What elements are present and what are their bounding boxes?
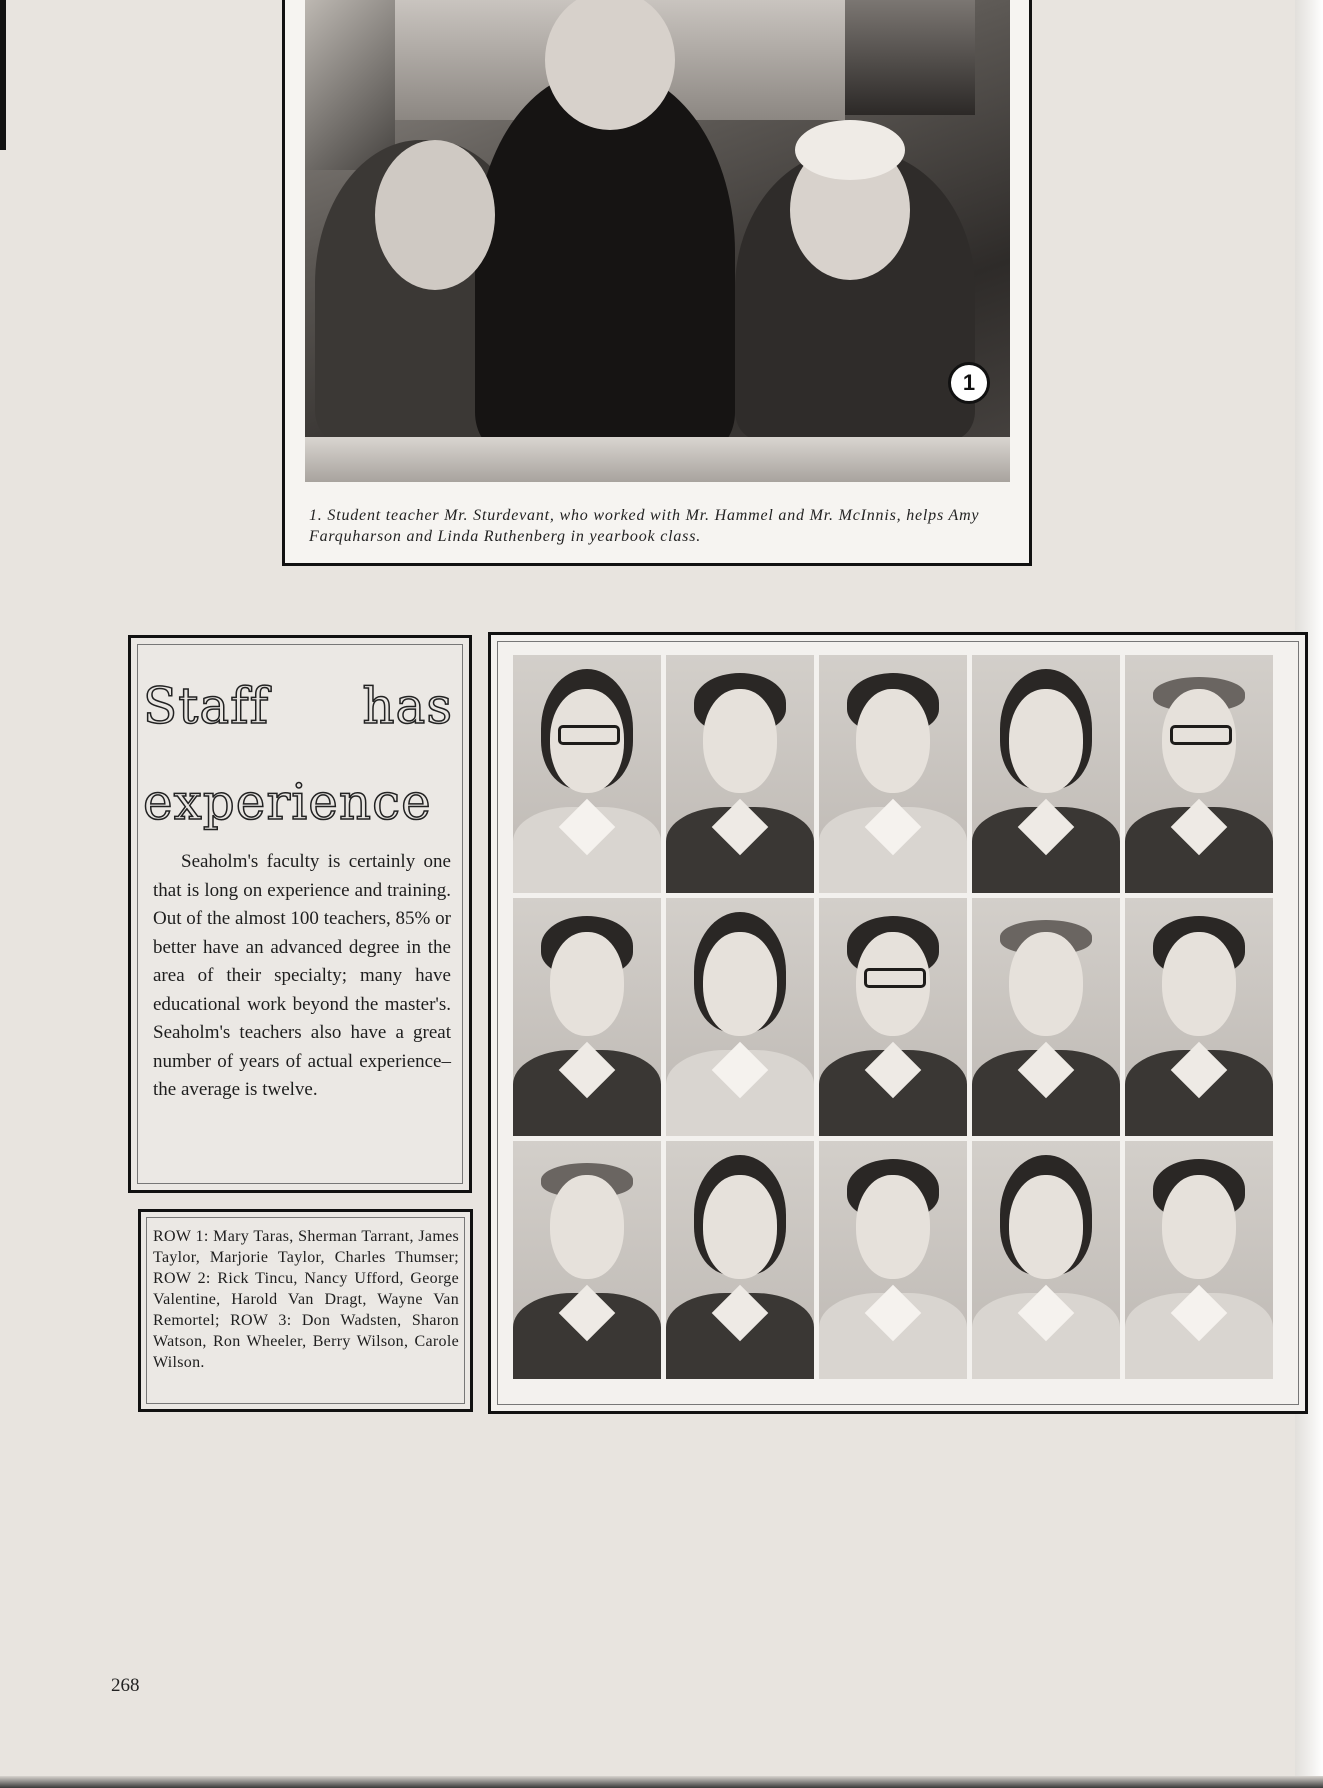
binding-edge	[0, 0, 6, 150]
portrait-photo	[972, 1141, 1120, 1379]
page-number: 268	[111, 1675, 140, 1696]
headline-line-1: Staff has	[143, 677, 453, 735]
portrait-photo	[1125, 1141, 1273, 1379]
portrait-photo	[972, 898, 1120, 1136]
portrait-grid	[513, 655, 1293, 1395]
photo-frame	[282, 0, 1032, 566]
photo-caption: 1. Student teacher Mr. Sturdevant, who worked with Mr. Hammel and Mr. McInnis, helps Amy Farquharson and Linda Ruthenberg in yearbook class.	[309, 507, 980, 545]
article-headline	[143, 658, 453, 850]
portrait-photo	[972, 655, 1120, 893]
faculty-portraits-box	[488, 632, 1308, 1414]
portrait-photo	[819, 655, 967, 893]
portrait-photo	[513, 898, 661, 1136]
portrait-photo	[666, 898, 814, 1136]
article-body: Seaholm's faculty is certainly one that is long on experience and training. Out of the almost 100 teachers, 85% or better have an advanced degree in the area of their specialty; many have educational work beyond the master's. Seaholm's teachers also have a great number of years of actual experience–the average is twelve.	[153, 851, 451, 1100]
article-box	[128, 635, 472, 1193]
portrait-photo	[513, 655, 661, 893]
portrait-photo	[666, 1141, 814, 1379]
portrait-photo	[819, 898, 967, 1136]
portrait-photo	[513, 1141, 661, 1379]
portrait-photo	[1125, 898, 1273, 1136]
portrait-photo	[666, 655, 814, 893]
yearbook-class-photo	[305, 0, 1010, 482]
portrait-names-caption: ROW 1: Mary Taras, Sherman Tarrant, James Taylor, Marjorie Taylor, Charles Thumser; ROW 2: Rick Tincu, Nancy Ufford, George Valentine, Harold Van Dragt, Wayne Van Remortel; ROW 3: Don Wadsten, Sharon Watson, Ron Wheeler, Berry Wilson, Carole Wilson.	[153, 1228, 459, 1371]
portrait-photo	[1125, 655, 1273, 893]
photo-number-badge: 1	[948, 362, 990, 404]
portrait-names-box	[138, 1209, 473, 1412]
headline-line-2: experience	[143, 773, 432, 831]
page-bottom-edge	[0, 1776, 1323, 1788]
portrait-photo	[819, 1141, 967, 1379]
